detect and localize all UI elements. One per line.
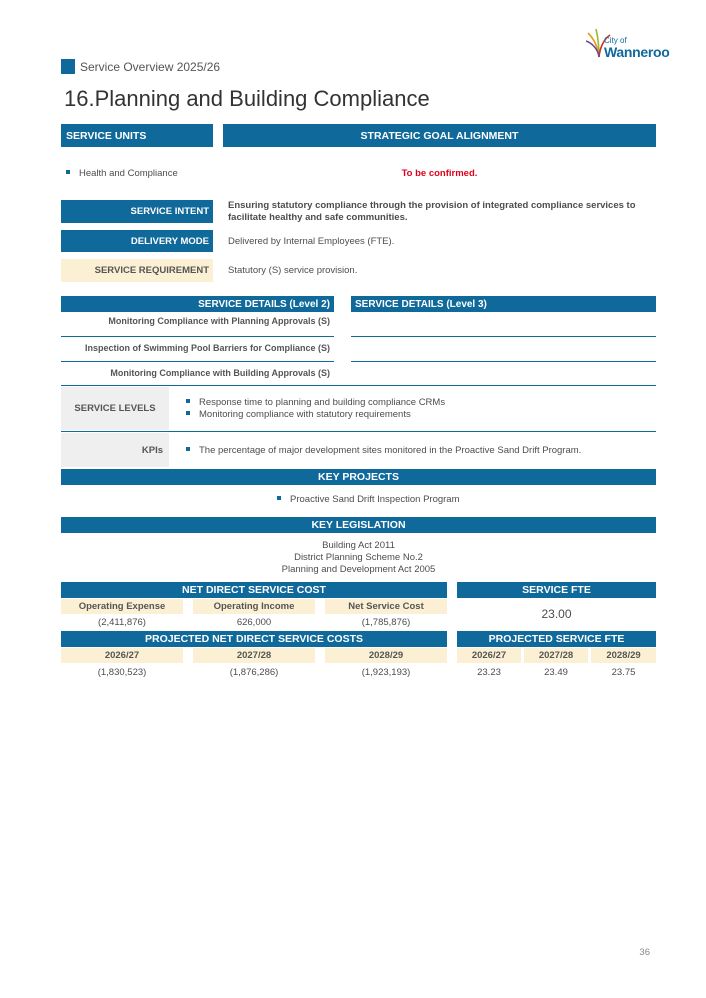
service-details-level3-header: SERVICE DETAILS (Level 3)	[351, 296, 656, 312]
service-level-item: Response time to planning and building compliance CRMs	[186, 397, 445, 408]
bullet-icon	[66, 170, 70, 174]
net-cost-col-header: Operating Expense	[61, 599, 183, 614]
net-direct-cost-header: NET DIRECT SERVICE COST	[61, 582, 447, 598]
projected-cost-col-header: 2027/28	[193, 648, 315, 663]
city-logo	[584, 27, 674, 63]
projected-fte-col-header: 2028/29	[591, 648, 656, 663]
service-requirement-label: SERVICE REQUIREMENT	[61, 259, 213, 282]
net-cost-value: (1,785,876)	[361, 617, 411, 628]
projected-cost-col-header: 2026/27	[61, 648, 183, 663]
service-intent-label: SERVICE INTENT	[61, 200, 213, 223]
key-project-item: Proactive Sand Drift Inspection Program	[277, 494, 460, 505]
divider	[61, 385, 656, 386]
logo-city-of: City of	[604, 36, 627, 45]
net-cost-col-header: Net Service Cost	[325, 599, 447, 614]
divider	[61, 336, 334, 337]
key-projects-header: KEY PROJECTS	[61, 469, 656, 485]
key-legislation-header: KEY LEGISLATION	[61, 517, 656, 533]
service-intent-value: Ensuring statutory compliance through the provision of integrated compliance services to facilitate healthy and safe communities.	[228, 200, 636, 223]
page-number: 36	[639, 947, 650, 958]
bullet-icon	[186, 447, 190, 451]
net-cost-value: (2,411,876)	[98, 617, 146, 628]
divider	[61, 361, 334, 362]
section-marker	[61, 59, 75, 74]
projected-cost-value: (1,830,523)	[97, 667, 147, 678]
logo-wanneroo: Wanneroo	[604, 44, 670, 60]
delivery-mode-label: DELIVERY MODE	[61, 230, 213, 252]
projected-costs-header: PROJECTED NET DIRECT SERVICE COSTS	[61, 631, 447, 647]
projected-cost-value: (1,876,286)	[229, 667, 279, 678]
kpis-label: KPIs	[61, 433, 169, 467]
legislation-item: District Planning Scheme No.2	[294, 552, 423, 563]
projected-cost-col-header: 2028/29	[325, 648, 447, 663]
service-levels-label: SERVICE LEVELS	[61, 387, 169, 430]
divider	[61, 431, 656, 432]
net-cost-value: 626,000	[236, 617, 272, 628]
service-details-level2-header: SERVICE DETAILS (Level 2)	[61, 296, 334, 312]
service-unit-item: Health and Compliance	[66, 168, 178, 179]
service-requirement-value: Statutory (S) service provision.	[228, 265, 358, 276]
page-title: 16.Planning and Building Compliance	[64, 86, 430, 111]
service-detail-row: Monitoring Compliance with Planning Approvals (S)	[108, 316, 330, 326]
strategic-goal-value: To be confirmed.	[401, 168, 478, 179]
service-fte-value: 23.00	[541, 607, 572, 621]
service-level-item: Monitoring compliance with statutory requirements	[186, 409, 411, 420]
section-label: Service Overview 2025/26	[80, 60, 221, 74]
service-units-header: SERVICE UNITS	[61, 124, 213, 147]
kpi-item: The percentage of major development sites monitored in the Proactive Sand Drift Program.	[186, 445, 581, 456]
projected-fte-col-header: 2026/27	[457, 648, 521, 663]
projected-fte-value: 23.23	[477, 667, 501, 678]
legislation-item: Planning and Development Act 2005	[281, 564, 436, 575]
bullet-icon	[186, 399, 190, 403]
strategic-goal-header: STRATEGIC GOAL ALIGNMENT	[223, 124, 656, 147]
delivery-mode-value: Delivered by Internal Employees (FTE).	[228, 236, 395, 247]
projected-fte-header: PROJECTED SERVICE FTE	[457, 631, 656, 647]
legislation-item: Building Act 2011	[322, 540, 395, 551]
divider	[351, 336, 656, 337]
projected-fte-value: 23.49	[544, 667, 568, 678]
bullet-icon	[186, 411, 190, 415]
bullet-icon	[277, 496, 281, 500]
divider	[351, 361, 656, 362]
projected-fte-col-header: 2027/28	[524, 648, 588, 663]
projected-fte-value: 23.75	[611, 667, 636, 678]
service-fte-header: SERVICE FTE	[457, 582, 656, 598]
projected-cost-value: (1,923,193)	[361, 667, 411, 678]
service-detail-row: Monitoring Compliance with Building Approvals (S)	[110, 368, 330, 378]
service-detail-row: Inspection of Swimming Pool Barriers for Compliance (S)	[84, 343, 330, 353]
net-cost-col-header: Operating Income	[193, 599, 315, 614]
